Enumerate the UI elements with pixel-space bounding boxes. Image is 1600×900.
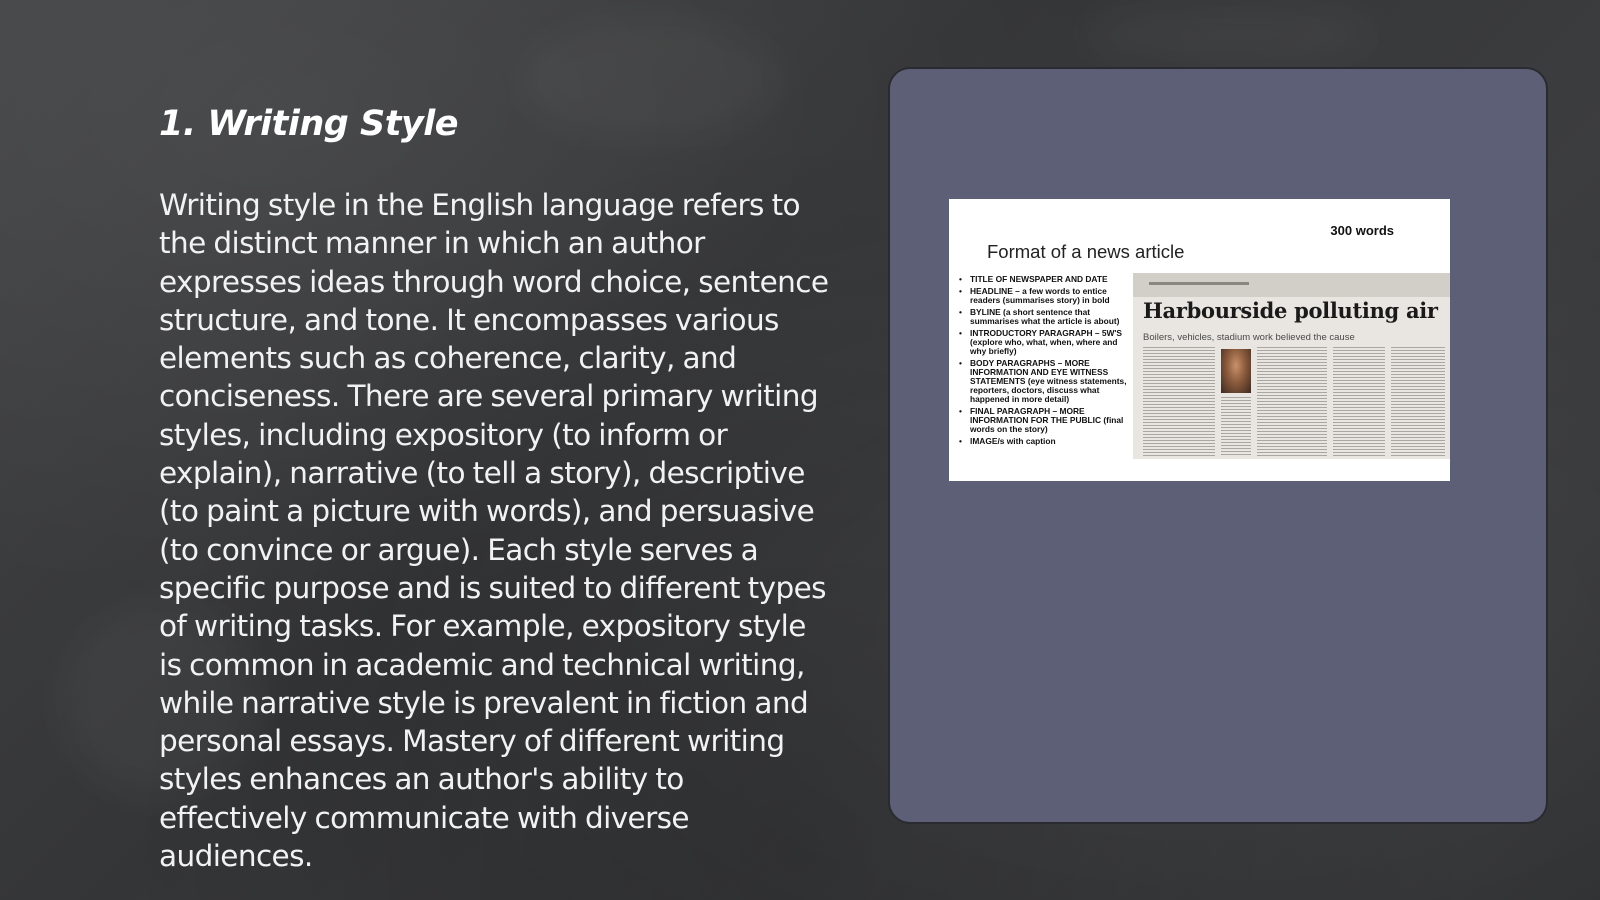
clipping-text-column [1221,397,1251,457]
format-list-item: • TITLE OF NEWSPAPER AND DATE [959,275,1134,284]
format-list-item: • BODY PARAGRAPHS – MORE INFORMATION AND EYE WITNESS STATEMENTS (eye witness statements, reporters, doctors, discuss what happened in more detail) [959,359,1134,404]
clipping-masthead [1133,273,1450,297]
format-list-item: • IMAGE/s with caption [959,437,1134,446]
format-list-item: • INTRODUCTORY PARAGRAPH – 5W'S (explore who, what, when, where and why briefly) [959,329,1134,356]
chalk-smudge [520,20,780,140]
format-list-item: • FINAL PARAGRAPH – MORE INFORMATION FOR THE PUBLIC (final words on the story) [959,407,1134,434]
clipping-text-column [1391,347,1445,457]
slide-title: 1. Writing Style [159,104,459,144]
clipping-headline: Harbourside polluting air [1143,298,1438,323]
format-list-item: • BYLINE (a short sentence that summarises what the article is about) [959,308,1134,326]
clipping-text-column [1333,347,1385,457]
format-list [959,275,1134,449]
masthead-line [1149,282,1249,285]
newspaper-clipping [1133,273,1450,459]
clipping-text-column [1143,347,1215,457]
clipping-photo [1221,349,1251,393]
format-title: Format of a news article [987,241,1185,262]
slide-body-text: Writing style in the English language refers to the distinct manner in which an author expresses ideas through word choice, sentence structure, and tone. It encompasses various elements such as coherence, clarity, and conciseness. There are several primary writing styles, including expository (to inform or explain), narrative (to tell a story), descriptive (to paint a picture with words), and persuasive (to convince or argue). Each style serves a specific purpose and is suited to different types of writing tasks. For example, expository style is common in academic and technical writing, while narrative style is prevalent in fiction and personal essays. Mastery of different writing styles enhances an author's ability to effectively communicate with diverse audiences. [159,188,829,874]
clipping-text-column [1257,347,1327,457]
news-article-format-image [949,199,1450,481]
format-list-item: • HEADLINE – a few words to entice readers (summarises story) in bold [959,287,1134,305]
clipping-subhead: Boilers, vehicles, stadium work believed the cause [1143,332,1355,343]
chalk-smudge [1080,0,1380,70]
word-count-label: 300 words [1330,223,1394,238]
